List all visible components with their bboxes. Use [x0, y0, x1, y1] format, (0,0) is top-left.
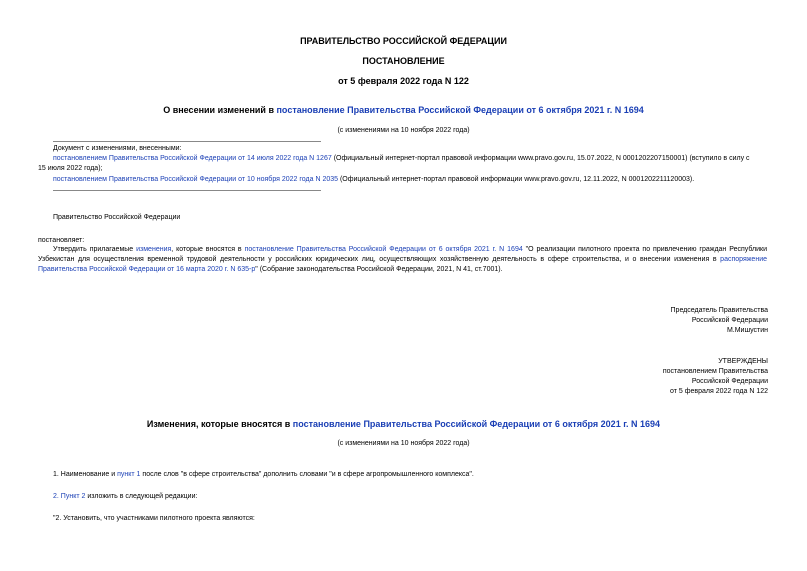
change-item-1-continued: 15 июля 2022 года);	[38, 165, 103, 172]
punkt-1-link[interactable]: пункт 1	[117, 471, 141, 478]
signature-org: Российской Федерации	[691, 317, 768, 324]
annex-decree-link[interactable]: постановление Правительства Российской Федерации от 6 октября 2021 г. N 1694	[292, 419, 661, 429]
change-1-text: (Официальный интернет-портал правовой информации www.pravo.gov.ru, 15.07.2022, N 0001202207150001) (вступило в силу с	[331, 155, 750, 162]
issuing-body: Правительство Российской Федерации	[53, 214, 181, 221]
document-title	[0, 105, 807, 115]
annex-item-1	[53, 470, 474, 480]
approval-line-4: от 5 февраля 2022 года N 122	[670, 388, 768, 395]
title-prefix: О внесении изменений в	[163, 105, 277, 115]
main-paragraph-text-4: " (Собрание законодательства Российской Федерации, 2021, N 41, ст.7001).	[255, 266, 503, 273]
annex-amendment-note: (с изменениями на 10 ноября 2022 года)	[337, 440, 470, 447]
approval-block	[500, 357, 768, 397]
amendment-note: (с изменениями на 10 ноября 2022 года)	[337, 127, 470, 134]
approval-line-2: постановлением Правительства	[662, 368, 768, 375]
main-paragraph-text-2: , которые вносятся в	[171, 246, 245, 253]
main-paragraph-text-1: Утвердить прилагаемые	[53, 246, 137, 253]
change-2-link[interactable]: постановлением Правительства Российской Федерации от 10 ноября 2022 года N 2035	[53, 176, 339, 183]
document-date-number: от 5 февраля 2022 года N 122	[338, 76, 469, 86]
annex-item-2-text: изложить в следующей редакции:	[85, 493, 198, 500]
decides-word: постановляет:	[38, 237, 85, 244]
signature-title: Председатель Правительства	[670, 307, 768, 314]
main-paragraph	[38, 245, 767, 275]
change-2-text: (Официальный интернет-портал правовой информации www.pravo.gov.ru, 12.11.2022, N 0001202211120003).	[338, 176, 695, 183]
annex-item-3: "2. Установить, что участниками пилотного проекта являются:	[53, 515, 255, 522]
annex-item-2-number-link[interactable]: 2.	[53, 493, 61, 500]
changes-intro: Документ с изменениями, внесенными:	[53, 145, 182, 152]
approval-heading: УТВЕРЖДЕНЫ	[718, 358, 768, 365]
annex-item-1-text-b: после слов "в сфере строительства" дополнить словами "и в сфере агропромышленного комплекса".	[140, 471, 474, 478]
signature-block	[500, 306, 768, 336]
annex-item-1-text-a: 1. Наименование и	[53, 471, 118, 478]
change-item-2	[53, 175, 694, 185]
decree-1694-link[interactable]: постановление Правительства Российской Федерации от 6 октября 2021 г. N 1694	[244, 246, 523, 253]
punkt-2-link[interactable]: Пункт 2	[60, 493, 86, 500]
document-type: ПОСТАНОВЛЕНИЕ	[362, 56, 445, 66]
change-1-link[interactable]: постановлением Правительства Российской Федерации от 14 июля 2022 года N 1267	[53, 155, 332, 162]
order-635r-link[interactable]: распоряжение Правительства Российской Федерации от 16 марта 2020 г. N 635-р	[38, 256, 767, 273]
changes-link[interactable]: изменения	[136, 246, 172, 253]
annex-title	[0, 419, 807, 429]
change-item-1	[53, 154, 769, 164]
main-paragraph-text-3: "О реализации пилотного проекта по привлечению граждан Республики Узбекистан для осуществления временной трудовой деятельности у российских юридических лиц, осуществляющих хозяйственную деятельность в сфере строительства, и о внесении изменения в	[38, 246, 768, 263]
annex-item-2	[53, 492, 197, 502]
changes-box-bottom-rule	[53, 190, 321, 191]
annex-title-prefix: Изменения, которые вносятся в	[146, 419, 293, 429]
government-name: ПРАВИТЕЛЬСТВО РОССИЙСКОЙ ФЕДЕРАЦИИ	[300, 36, 507, 46]
approval-line-3: Российской Федерации	[691, 378, 768, 385]
amended-decree-link[interactable]: постановление Правительства Российской Федерации от 6 октября 2021 г. N 1694	[276, 105, 644, 115]
signature-name: М.Мишустин	[726, 327, 768, 334]
changes-box-top-rule	[53, 141, 321, 142]
